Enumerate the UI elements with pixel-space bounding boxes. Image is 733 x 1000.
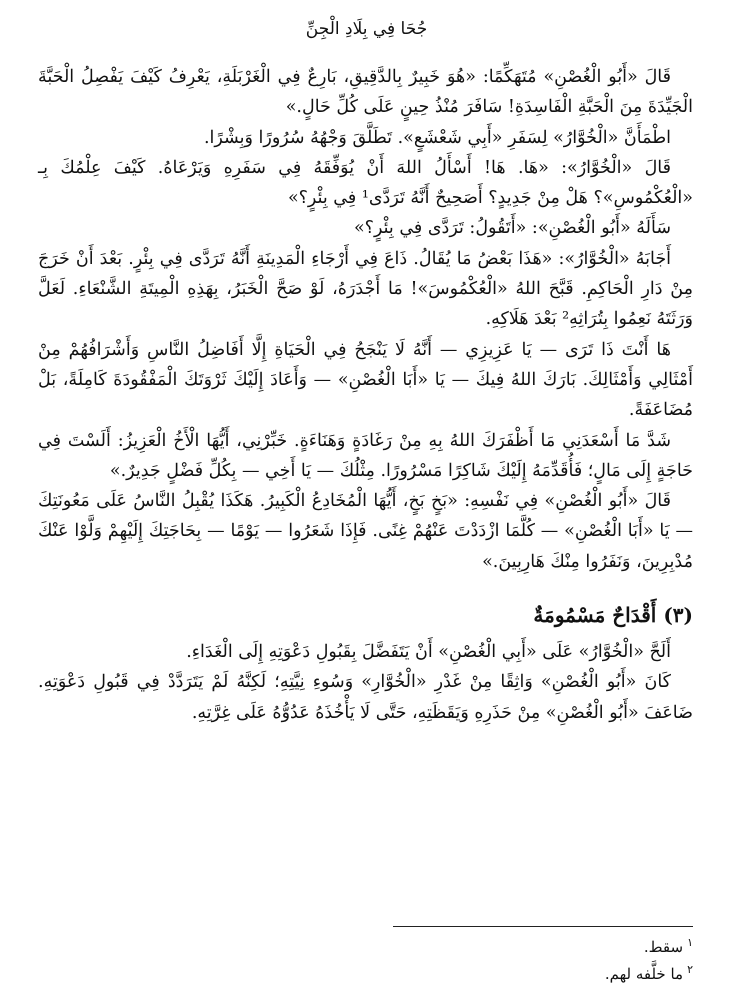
- footnote: [38, 934, 693, 961]
- paragraph: أَلَحَّ «الْخُوَّارُ» عَلَى «أَبِي الْغُصْنِ» أَنْ يَتَفَضَّلَ بِقَبُولِ دَعْوَتِهِ إِلَى الْغَدَاءِ.: [186, 642, 671, 663]
- footnote-divider: [393, 926, 693, 927]
- footnote-number: ٢: [687, 963, 693, 976]
- paragraph: قَالَ «أَبُو الْغُصْنِ» فِي نَفْسِهِ: «بَخٍ بَخٍ، أَيُّهَا الْمُخَادِعُ الْكَبِيرُ. هَكَذَا يُقْبِلُ النَّاسُ عَلَى مَعُونَتِكَ — يَا «أَبَا الْغُصْنِ» — كُلَّمَا ازْدَدْتَ عَنْهُمْ غِنًى. فَإِذَا شَعَرُوا — يَوْمًا — بِحَاجَتِكَ إِلَيْهِمْ وَلَّوْا عَنْكَ مُدْبِرِينَ، وَنَفَرُوا مِنْكَ هَارِبِينَ.»: [38, 491, 693, 572]
- running-header: جُحَا فِي بِلَادِ الْجِنِّ: [305, 19, 428, 39]
- body-text: [38, 62, 693, 728]
- footnotes: [38, 934, 693, 988]
- paragraph: كَانَ «أَبُو الْغُصْنِ» وَاثِقًا مِنْ غَدْرِ «الْخُوَّارِ» وَسُوءِ نِيَّتِهِ؛ لَكِنَّهُ لَمْ يَتَرَدَّدْ فِي قَبُولِ دَعْوَتِهِ. ضَاعَفَ «أَبُو الْغُصْنِ» مِنْ حَذَرِهِ وَيَقَظَتِهِ، حَتَّى لَا يَأْخُذَهُ عَدُوُّهُ عَلَى غِرَّتِهِ.: [38, 672, 693, 723]
- paragraph: هَا أَنْتَ ذَا تَرَى — يَا عَزِيزِي — أَنَّهُ لَا يَنْجَحُ فِي الْحَيَاةِ إِلَّا أَفَاضِلُ النَّاسِ وَأَشْرَافُهُمْ مِنْ أَمْثَالِي وَأَمْثَالِكَ. بَارَكَ اللهُ فِيكَ — يَا «أَبَا الْغُصْنِ» — وَأَعَادَ إِلَيْكَ ثَرْوَتَكَ الْمَفْقُودَةَ كَامِلَةً، بَلْ مُضَاعَفَةً.: [38, 339, 693, 421]
- paragraph: اطْمَأَنَّ «الْخُوَّارُ» لِسَفَرِ «أَبِي شَعْشَعٍ». تَطَلَّقَ وَجْهُهُ سُرُورًا وَبِشْرًا.: [203, 127, 671, 148]
- paragraph: قَالَ «أَبُو الْغُصْنِ» مُتَهَكِّمًا: «هُوَ خَبِيرٌ بِالدَّقِيقِ، بَارِعٌ فِي الْغَرْبَلَةِ، يَعْرِفُ كَيْفَ يَفْصِلُ الْحَبَّةَ الْجَيِّدَةَ مِنَ الْحَبَّةِ الْفَاسِدَةِ! سَافَرَ مُنْذُ حِينٍ عَلَى كُلِّ حَالٍ.»: [38, 67, 693, 118]
- section-number: (٣): [663, 603, 693, 628]
- footnote-text: ما خلَّفه لهم.: [604, 965, 684, 983]
- section-heading: [38, 577, 693, 637]
- footnote-text: سقط.: [643, 938, 684, 956]
- paragraph: أَجَابَهُ «الْخُوَّارُ»: «هَذَا بَعْضُ مَا يُقَالُ. ذَاعَ فِي أَرْجَاءِ الْمَدِينَةِ أَنَّهُ تَرَدَّى فِي بِئْرٍ. بَعْدَ أَنْ خَرَجَ مِنْ دَارِ الْحَاكِمِ. قَبَّحَ اللهُ «الْعُكْمُوسَ»! مَا أَجْدَرَهُ، لَوْ صَحَّ الْخَبَرُ، بِهَذِهِ الْمِيتَةِ الشَّنْعَاءِ. لَعَلَّ وَرَثَتَهُ نَعِمُوا بِتُرَاثِهِ² بَعْدَ هَلَاكِهِ.: [38, 248, 693, 330]
- paragraph: شَدَّ مَا أَسْعَدَنِي مَا أَظْفَرَكَ اللهُ بِهِ مِنْ رَغَادَةٍ وَهَنَاءَةٍ. خَبِّرْنِي، أَيُّهَا الْأَخُ الْعَزِيزُ: أَلَسْتَ فِي حَاجَةٍ إِلَى مَالٍ؛ فَأُقَدِّمَهُ إِلَيْكَ شَاكِرًا مَسْرُورًا. مِثْلُكَ — يَا أَخِي — بِكُلِّ فَضْلٍ جَدِيرٌ.»: [38, 430, 693, 481]
- paragraph: سَأَلَهُ «أَبُو الْغُصْنِ»: «أَتَقُولُ: تَرَدَّى فِي بِئْرٍ؟»: [353, 218, 671, 239]
- section-title: أَقْدَاحٌ مَسْمُومَةٌ: [533, 603, 657, 628]
- footnote-number: ١: [687, 936, 693, 949]
- footnote: [38, 961, 693, 988]
- paragraph: قَالَ «الْخُوَّارُ»: «هَا. هَا! أَسْأَلُ اللهَ أَنْ يُوَفِّقَهُ فِي سَفَرِهِ وَيَرْعَاهُ. كَيْفَ عِلْمُكَ بِـ «الْعُكْمُوسِ»؟ هَلْ مِنْ جَدِيدٍ؟ أَصَحِيحٌ أَنَّهُ تَرَدَّى¹ فِي بِئْرٍ؟»: [38, 157, 693, 209]
